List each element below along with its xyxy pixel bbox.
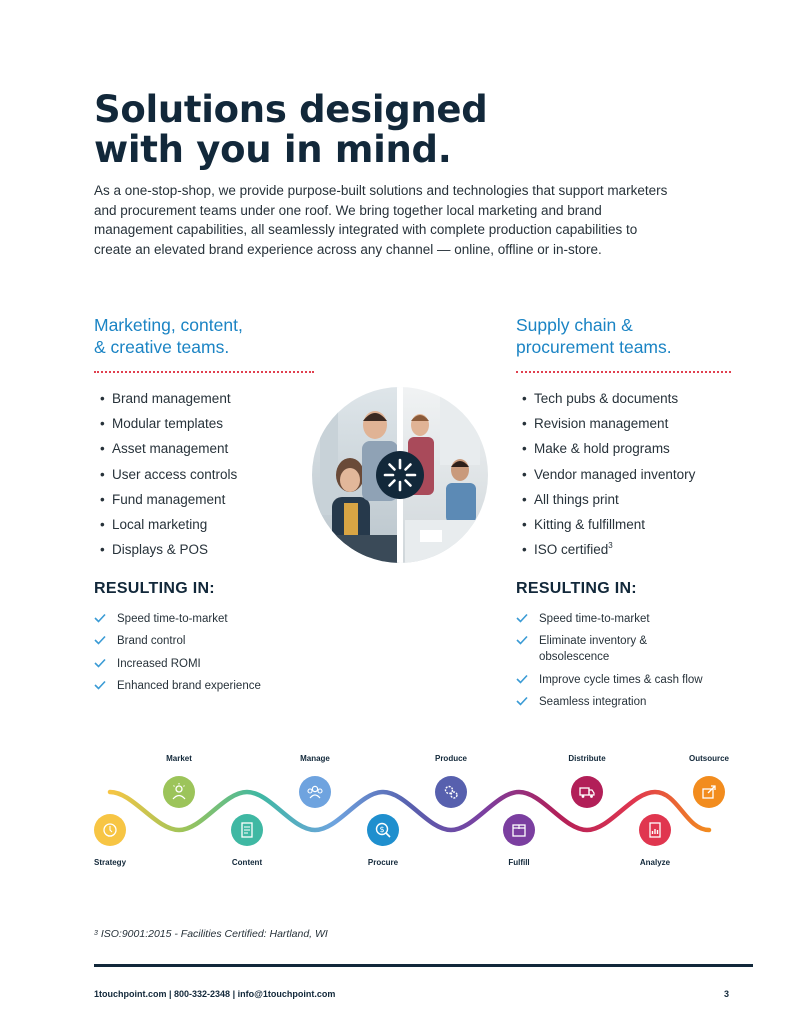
footer-rule xyxy=(94,964,753,967)
checkmark-icon xyxy=(94,658,106,668)
list-item: Seamless integration xyxy=(516,694,731,710)
head-lightbulb-icon xyxy=(100,820,120,840)
svg-text:$: $ xyxy=(379,824,385,834)
page-title xyxy=(94,90,694,170)
step-outsource-circle xyxy=(693,776,725,808)
footnote-text: ISO:9001:2015 - Facilities Certified: Hartland, WI xyxy=(100,928,328,940)
left-dotted-divider xyxy=(94,371,314,373)
checkmark-icon xyxy=(516,635,528,645)
list-item: Speed time-to-market xyxy=(94,611,304,627)
checkmark-icon xyxy=(516,674,528,684)
footer-contact: 1touchpoint.com | 800-332-2348 | info@1touchpoint.com xyxy=(94,989,336,999)
list-item: Improve cycle times & cash flow xyxy=(516,672,731,688)
step-market-label: Market xyxy=(166,754,192,763)
right-column-heading xyxy=(516,314,672,358)
document-icon xyxy=(237,820,257,840)
share-box-icon xyxy=(699,782,719,802)
process-wave-diagram xyxy=(80,748,740,878)
step-manage-label: Manage xyxy=(300,754,330,763)
person-idea-icon xyxy=(169,782,189,802)
step-content-circle xyxy=(231,814,263,846)
list-item: • User access controls xyxy=(100,466,238,482)
list-item: • Make & hold programs xyxy=(522,441,670,457)
list-item: Increased ROMI xyxy=(94,656,304,672)
right-results-list xyxy=(516,611,731,716)
checkmark-icon xyxy=(516,613,528,623)
step-produce-circle xyxy=(435,776,467,808)
step-fulfill-circle xyxy=(503,814,535,846)
title-line-1: Solutions designed xyxy=(94,88,488,131)
list-item: • Vendor managed inventory xyxy=(522,466,696,482)
touchpoint-logo-icon xyxy=(376,451,424,499)
list-item: Eliminate inventory & obsolescence xyxy=(516,633,679,665)
step-analyze-label: Analyze xyxy=(639,858,671,867)
left-results-list xyxy=(94,611,304,700)
list-item: • Tech pubs & documents xyxy=(522,391,679,406)
package-icon xyxy=(509,820,529,840)
list-item: • All things print xyxy=(522,491,619,507)
footnote-number: 3 xyxy=(94,930,98,937)
step-strategy-label: Strategy xyxy=(94,858,127,867)
step-analyze-circle xyxy=(639,814,671,846)
right-heading-line-1: Supply chain & xyxy=(516,315,633,335)
intro-paragraph: As a one-stop-shop, we provide purpose-built solutions and technologies that support marketers and procurement teams under one roof. We bring together local marketing and brand management capabilities, all seamlessly integrated with complete production capabilities to create an elevated brand experience across any channel — online, offline or in-store. xyxy=(94,183,668,257)
right-capability-list xyxy=(516,389,695,565)
report-chart-icon xyxy=(645,820,665,840)
footnote xyxy=(94,928,328,940)
left-result-heading: RESULTING IN: xyxy=(94,580,215,597)
logo-badge xyxy=(376,451,424,499)
page-number: 3 xyxy=(724,989,730,999)
left-heading-line-1: Marketing, content, xyxy=(94,315,243,335)
dollar-search-icon xyxy=(373,820,393,840)
list-item: • Local marketing xyxy=(100,516,208,532)
step-market-circle xyxy=(163,776,195,808)
list-item: • ISO certified$^3$ xyxy=(522,541,613,558)
right-result-heading: RESULTING IN: xyxy=(516,580,637,597)
footnote-marker: 3 xyxy=(608,541,613,551)
list-item: Speed time-to-market xyxy=(516,611,731,627)
right-dotted-divider xyxy=(516,371,731,373)
step-produce-label: Produce xyxy=(434,754,467,763)
team-photo-circle xyxy=(310,385,490,565)
left-column-heading xyxy=(94,314,243,358)
left-capability-list xyxy=(94,389,237,565)
left-heading-line-2: & creative teams. xyxy=(94,337,230,357)
title-line-2: with you in mind. xyxy=(94,128,452,171)
step-fulfill-label: Fulfill xyxy=(508,858,530,867)
step-manage-circle xyxy=(299,776,331,808)
list-item: • Modular templates xyxy=(100,416,224,432)
gears-icon xyxy=(441,782,461,802)
checkmark-icon xyxy=(94,635,106,645)
step-distribute-label: Distribute xyxy=(568,754,606,763)
truck-icon xyxy=(577,782,597,802)
list-item: • Asset management xyxy=(100,441,229,457)
right-heading-line-2: procurement teams. xyxy=(516,337,672,357)
list-item: • Kitting & fulfillment xyxy=(522,516,646,532)
step-outsource-label: Outsource xyxy=(688,754,729,763)
list-item: • Fund management xyxy=(100,491,226,507)
list-item: Enhanced brand experience xyxy=(94,678,304,694)
checkmark-icon xyxy=(94,680,106,690)
step-procure-circle xyxy=(367,814,399,846)
checkmark-icon xyxy=(516,696,528,706)
list-item: • Displays & POS xyxy=(100,542,209,558)
list-item: Brand control xyxy=(94,633,304,649)
step-content-label: Content xyxy=(231,858,263,867)
step-procure-label: Procure xyxy=(367,858,399,867)
list-item: • Brand management xyxy=(100,391,231,406)
checkmark-icon xyxy=(94,613,106,623)
team-icon xyxy=(305,782,325,802)
list-item: • Revision management xyxy=(522,416,669,432)
step-distribute-circle xyxy=(571,776,603,808)
step-strategy-circle xyxy=(94,814,126,846)
